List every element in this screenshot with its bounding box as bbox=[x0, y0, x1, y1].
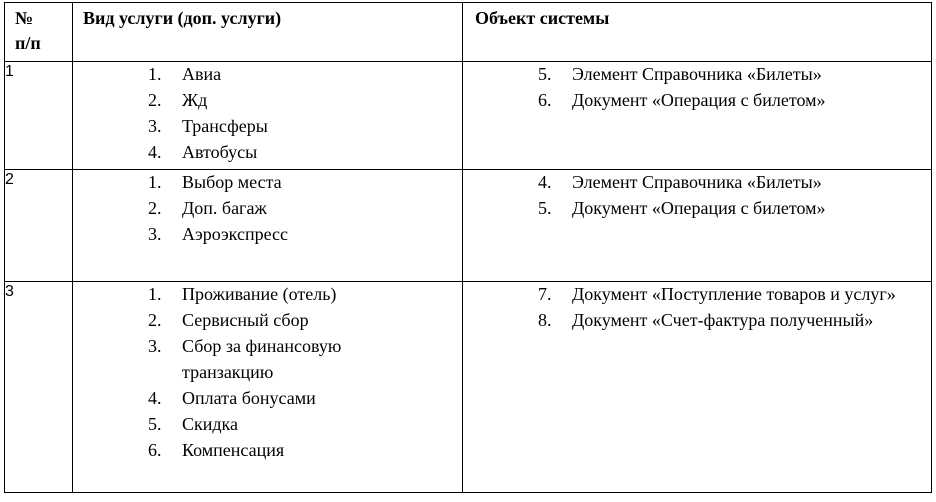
table-row bbox=[5, 62, 932, 170]
list-item-number: 3. bbox=[148, 116, 162, 136]
list-item bbox=[148, 61, 462, 87]
list-item-text: Сервисный сбор bbox=[182, 310, 309, 330]
list-item bbox=[148, 281, 462, 307]
list-item-number: 4. bbox=[538, 172, 552, 192]
list-item bbox=[148, 169, 462, 195]
header-number bbox=[5, 3, 73, 62]
list-item bbox=[538, 87, 931, 113]
header-system-object: Объект системы bbox=[463, 3, 932, 62]
list-item bbox=[148, 411, 462, 437]
list-item bbox=[148, 113, 462, 139]
list-item-text: Сбор за финансовую транзакцию bbox=[182, 336, 342, 382]
services-table bbox=[4, 2, 932, 493]
list-item bbox=[148, 87, 462, 113]
object-cell bbox=[463, 170, 932, 282]
list-item-number: 1. bbox=[148, 64, 162, 84]
list-item-text: Доп. багаж bbox=[182, 198, 267, 218]
list-item-text: Документ «Поступление товаров и услуг» bbox=[572, 284, 896, 304]
header-number-line2: п/п bbox=[15, 33, 41, 53]
list-item-text: Аэроэкспресс bbox=[182, 224, 289, 244]
service-cell bbox=[73, 282, 463, 493]
object-list bbox=[463, 61, 931, 113]
list-item-number: 4. bbox=[148, 142, 162, 162]
table-row bbox=[5, 170, 932, 282]
service-cell bbox=[73, 170, 463, 282]
list-item-text: Авиа bbox=[182, 64, 222, 84]
object-list bbox=[463, 169, 931, 221]
row-number: 1 bbox=[5, 62, 73, 170]
list-item-number: 3. bbox=[148, 336, 162, 356]
list-item bbox=[538, 195, 931, 221]
object-cell bbox=[463, 282, 932, 493]
list-item bbox=[538, 61, 931, 87]
list-item bbox=[538, 281, 931, 307]
list-item bbox=[148, 333, 462, 385]
service-cell bbox=[73, 62, 463, 170]
row-number: 2 bbox=[5, 170, 73, 282]
list-item-text: Документ «Счет-фактура полученный» bbox=[572, 310, 874, 330]
list-item-text: Скидка bbox=[182, 414, 239, 434]
list-item bbox=[148, 221, 462, 247]
row-number: 3 bbox=[5, 282, 73, 493]
list-item-text: Автобусы bbox=[182, 142, 258, 162]
list-item-number: 1. bbox=[148, 284, 162, 304]
list-item-number: 5. bbox=[148, 414, 162, 434]
list-item-text: Компенсация bbox=[182, 440, 285, 460]
list-item bbox=[148, 385, 462, 411]
table-header-row bbox=[5, 3, 932, 62]
list-item-number: 5. bbox=[538, 198, 552, 218]
service-list bbox=[73, 169, 462, 247]
list-item-text: Элемент Справочника «Билеты» bbox=[572, 172, 822, 192]
header-number-line1: № bbox=[15, 8, 34, 28]
list-item-number: 7. bbox=[538, 284, 552, 304]
service-list bbox=[73, 61, 462, 165]
list-item bbox=[148, 437, 462, 463]
list-item-number: 2. bbox=[148, 198, 162, 218]
list-item bbox=[148, 195, 462, 221]
list-item-text: Трансферы bbox=[182, 116, 268, 136]
list-item-number: 4. bbox=[148, 388, 162, 408]
list-item-number: 1. bbox=[148, 172, 162, 192]
list-item bbox=[148, 307, 462, 333]
list-item-text: Проживание (отель) bbox=[182, 284, 337, 304]
list-item-number: 8. bbox=[538, 310, 552, 330]
list-item-number: 2. bbox=[148, 310, 162, 330]
object-list bbox=[463, 281, 931, 333]
service-list bbox=[73, 281, 462, 463]
list-item-text: Жд bbox=[182, 90, 208, 110]
list-item-text: Документ «Операция с билетом» bbox=[572, 90, 826, 110]
table-row bbox=[5, 282, 932, 493]
list-item bbox=[148, 139, 462, 165]
list-item bbox=[538, 307, 931, 333]
list-item-text: Элемент Справочника «Билеты» bbox=[572, 64, 822, 84]
list-item-number: 6. bbox=[148, 440, 162, 460]
list-item-number: 3. bbox=[148, 224, 162, 244]
list-item bbox=[538, 169, 931, 195]
list-item-text: Выбор места bbox=[182, 172, 282, 192]
list-item-text: Документ «Операция с билетом» bbox=[572, 198, 826, 218]
list-item-number: 2. bbox=[148, 90, 162, 110]
list-item-number: 6. bbox=[538, 90, 552, 110]
object-cell bbox=[463, 62, 932, 170]
list-item-number: 5. bbox=[538, 64, 552, 84]
list-item-text: Оплата бонусами bbox=[182, 388, 316, 408]
header-service-type: Вид услуги (доп. услуги) bbox=[73, 3, 463, 62]
